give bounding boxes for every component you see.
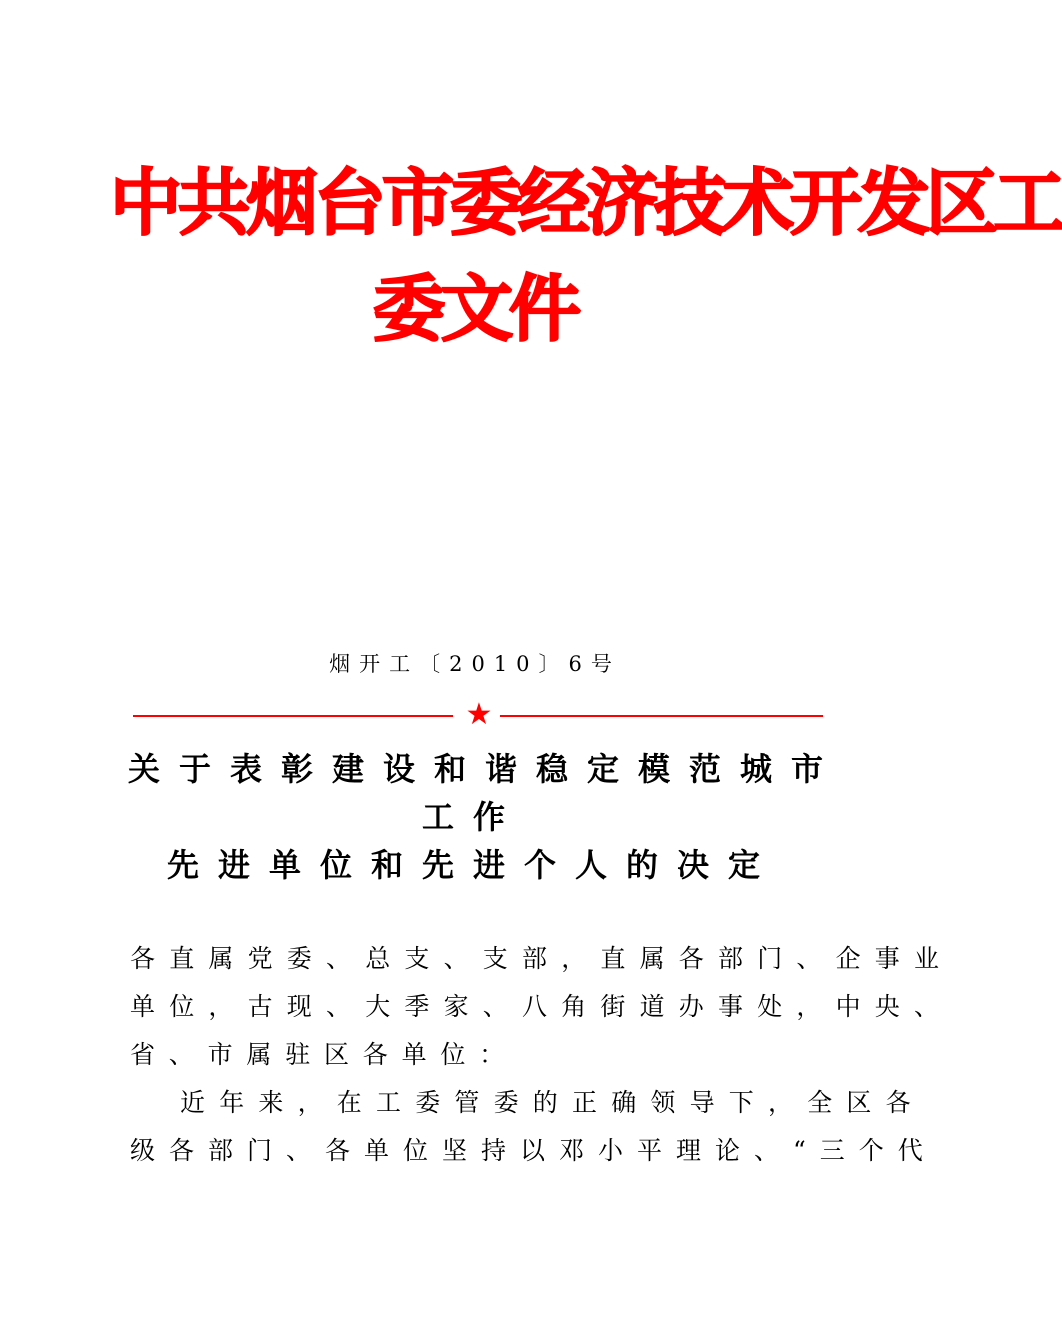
masthead-line-2: 委文件	[372, 267, 577, 351]
red-separator	[133, 697, 823, 734]
paragraph-line-1: 近年来，在工委管委的正确领导下，全区各	[180, 1088, 925, 1117]
red-masthead	[110, 150, 1062, 362]
title-line-3: 先进单位和先进个人的决定	[166, 846, 779, 884]
separator-rule-right	[500, 715, 823, 717]
paragraph-line-2: 级各部门、各单位坚持以邓小平理论、“三个代	[130, 1136, 937, 1165]
document-title	[128, 745, 843, 889]
masthead-line-1: 中共烟台市委经济技术开发区工	[110, 161, 1062, 245]
title-line-1: 关于表彰建设和谐稳定模范城市	[128, 750, 843, 788]
addressee-line-1: 各直属党委、总支、支部，直属各部门、企事业	[130, 944, 954, 973]
document-number: 烟开工〔2010〕6号	[329, 652, 621, 676]
addressee-line-2: 单位，古现、大季家、八角街道办事处，中央、	[130, 992, 954, 1021]
separator-rule-left	[133, 715, 453, 717]
star-icon: ★	[465, 697, 493, 732]
addressee-line-3: 省、市属驻区各单位：	[130, 1040, 519, 1069]
title-line-2: 工作	[421, 798, 524, 836]
document-body	[130, 935, 954, 1175]
